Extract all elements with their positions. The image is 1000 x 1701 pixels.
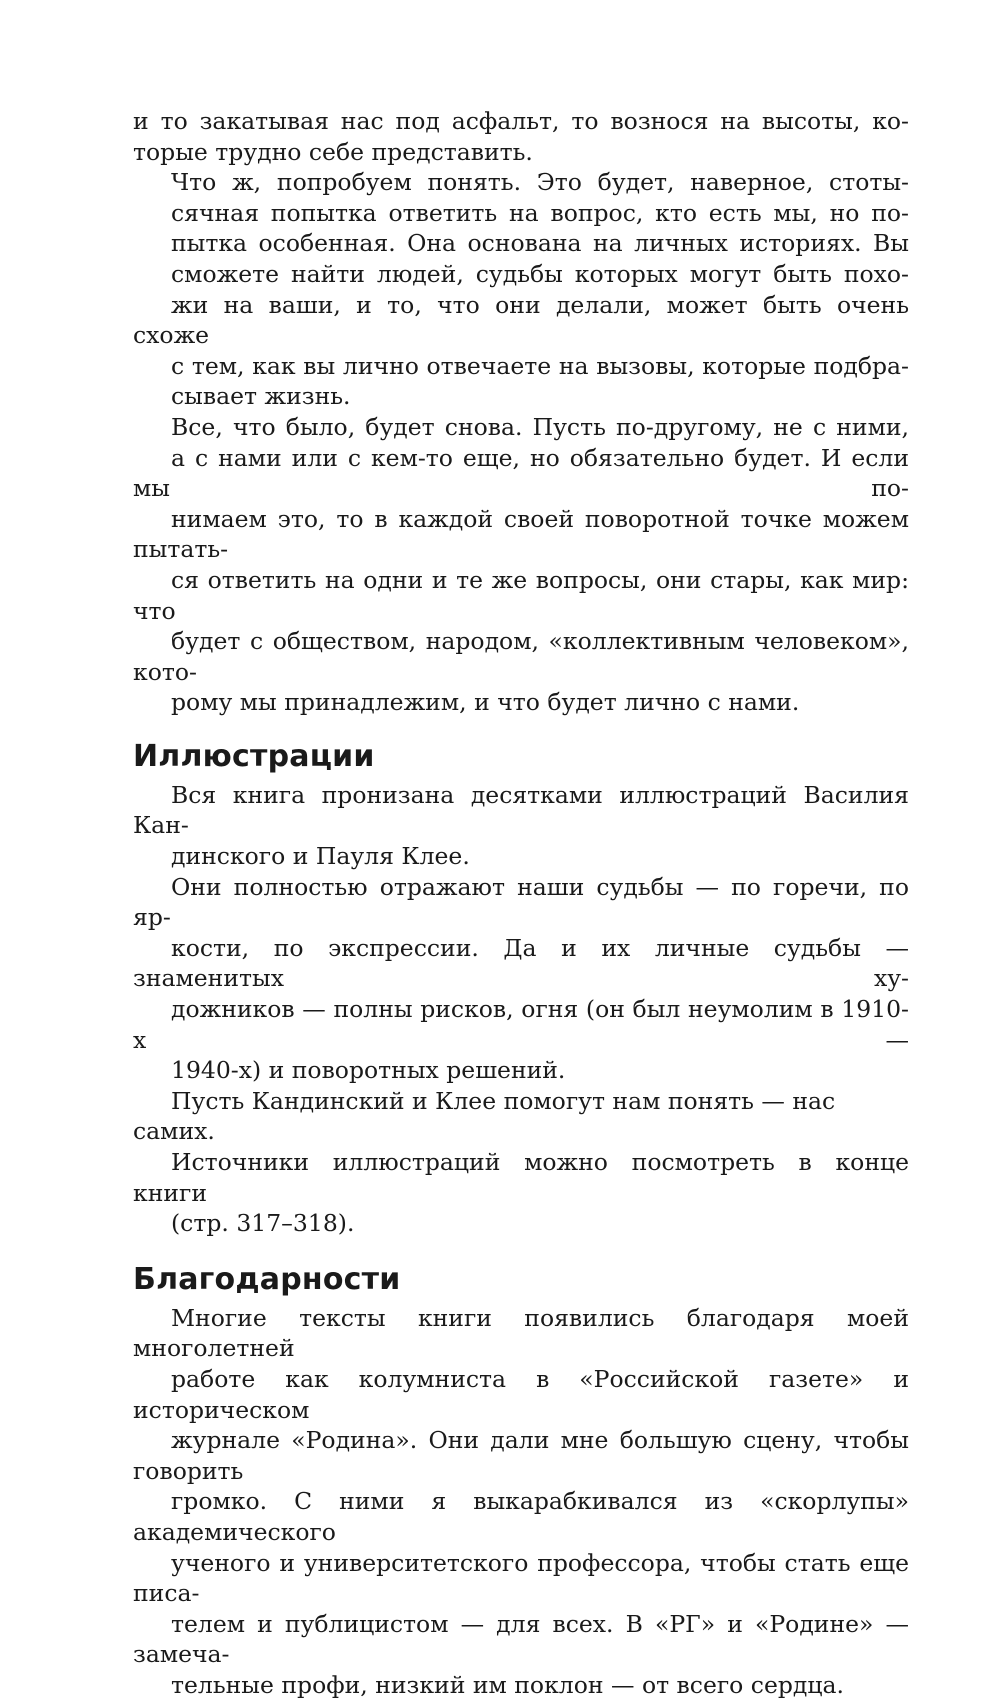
book-page <box>133 106 909 1701</box>
text-line: журнале «Родина». Они дали мне большую сцену, чтобы говорить <box>133 1426 909 1485</box>
thanks-paragraph-1 <box>133 1303 909 1701</box>
text-line: Все, что было, будет снова. Пусть по-другому, не с ними, <box>171 412 909 441</box>
text-line: пытка особенная. Она основана на личных историях. Вы <box>171 229 909 258</box>
text-line: Источники иллюстраций можно посмотреть в конце книги <box>133 1148 909 1207</box>
text-line: Многие тексты книги появились благодаря моей многолетней <box>133 1303 909 1363</box>
intro-paragraph-1 <box>133 106 909 167</box>
illustrations-paragraph-3 <box>133 1086 909 1147</box>
text-line: сячная попытка ответить на вопрос, кто есть мы, но по- <box>171 198 909 227</box>
text-line: будет с обществом, народом, «коллективным человеком», кото- <box>133 627 909 686</box>
text-line: Что ж, попробуем понять. Это будет, наверное, стоты- <box>171 168 909 197</box>
text-line: Вся книга пронизана десятками иллюстраций Василия Кан- <box>133 780 909 840</box>
text-line: торые трудно себе представить. <box>133 137 533 166</box>
text-line: а с нами или с кем-то еще, но обязательно будет. И если мы по- <box>133 443 909 503</box>
text-line: динского и Пауля Клее. <box>171 842 470 871</box>
text-line: кости, по экспрессии. Да и их личные судьбы — знаменитых ху- <box>133 933 909 993</box>
text-line: телем и публицистом — для всех. В «РГ» и «Родине» — замеча- <box>133 1609 909 1669</box>
text-line: нимаем это, то в каждой своей поворотной точке можем пытать- <box>133 504 909 564</box>
intro-paragraph-3 <box>133 412 909 718</box>
text-line: 1940-х) и поворотных решений. <box>171 1056 566 1085</box>
text-line: рому мы принадлежим, и что будет лично с нами. <box>171 688 800 717</box>
text-line: жи на ваши, и то, что они делали, может быть очень схоже <box>133 290 909 350</box>
text-line: тельные профи, низкий им поклон — от всего сердца. <box>171 1670 844 1699</box>
text-line: и то закатывая нас под асфальт, то вознося на высоты, ко- <box>133 107 909 135</box>
illustrations-paragraph-2 <box>133 872 909 1086</box>
text-line: дожников — полны рисков, огня (он был неумолим в 1910-х — <box>133 995 909 1054</box>
illustrations-paragraph-1 <box>133 780 909 872</box>
illustrations-heading: Иллюстрации <box>133 738 375 774</box>
intro-paragraph-2 <box>133 167 909 412</box>
text-line: ся ответить на одни и те же вопросы, они стары, как мир: что <box>133 565 909 625</box>
illustrations-paragraph-4 <box>133 1147 909 1239</box>
text-line: ученого и университетского профессора, чтобы стать еще писа- <box>133 1548 909 1608</box>
text-line: с тем, как вы лично отвечаете на вызовы, которые подбра- <box>171 351 909 380</box>
text-line: сможете найти людей, судьбы которых могут быть похо- <box>171 259 909 288</box>
text-line: Пусть Кандинский и Клее помогут нам понять — нас самих. <box>133 1086 836 1146</box>
text-line: работе как колумниста в «Российской газете» и историческом <box>133 1364 909 1424</box>
text-line: Они полностью отражают наши судьбы — по горечи, по яр- <box>133 872 909 932</box>
thanks-heading: Благодарности <box>133 1261 401 1297</box>
text-line: (стр. 317–318). <box>171 1209 355 1238</box>
text-line: громко. С ними я выкарабкивался из «скорлупы» академического <box>133 1487 909 1546</box>
text-line: сывает жизнь. <box>171 382 351 411</box>
